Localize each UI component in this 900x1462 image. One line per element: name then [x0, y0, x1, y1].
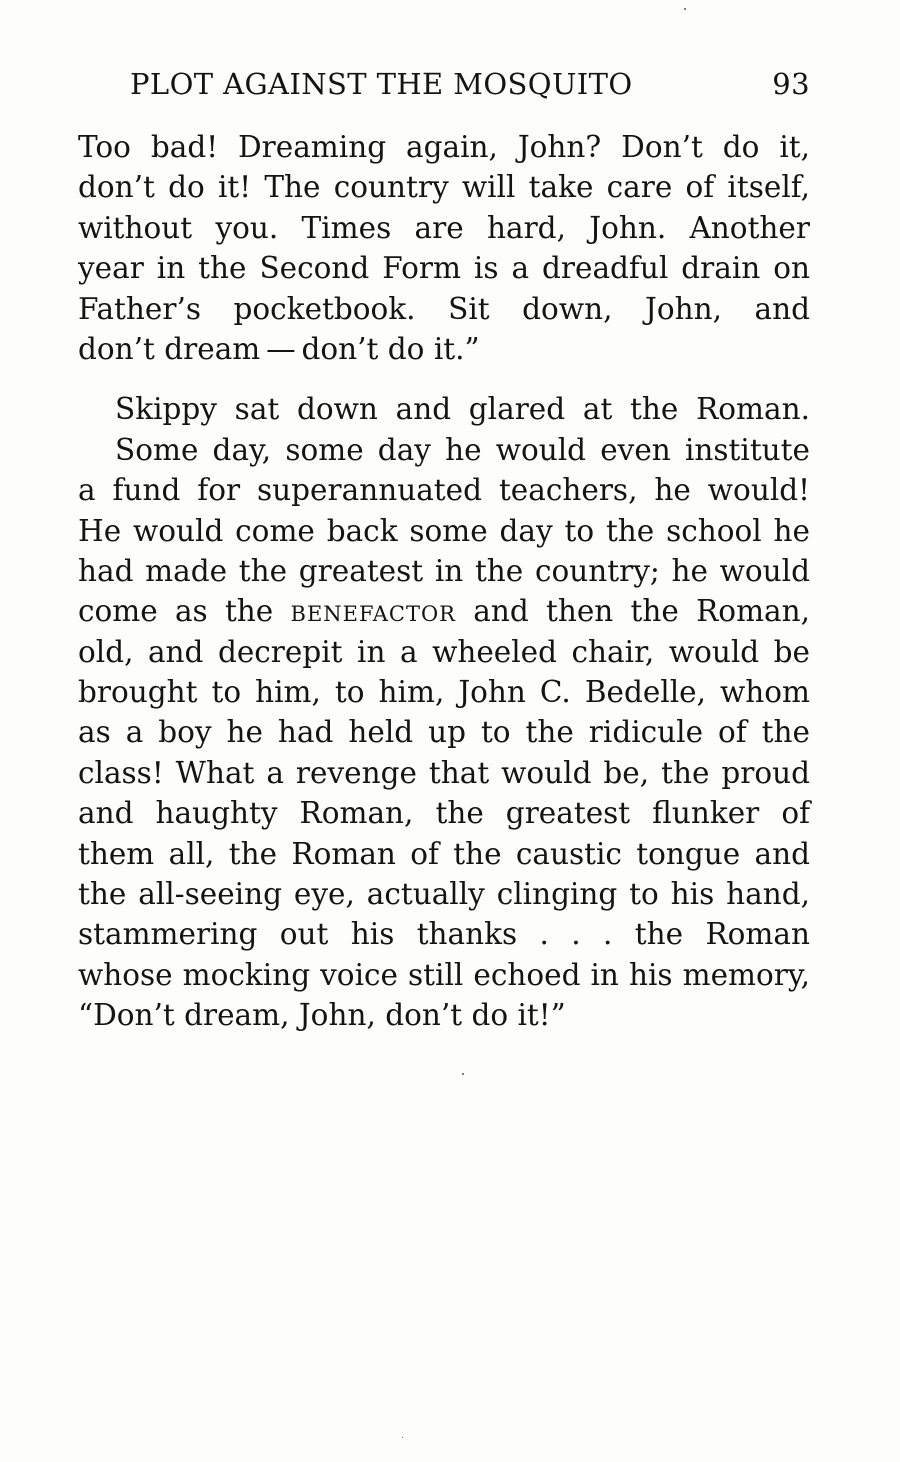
- paragraph-dialogue: [78, 127, 810, 369]
- text-line: stammering out his thanks . . . the Roman: [78, 917, 810, 952]
- text-line: Father’s pocketbook. Sit down, John, and: [78, 291, 810, 326]
- text-line: had made the greatest in the country; he would: [78, 553, 810, 588]
- text-line: “Don’t dream, John, don’t do it!”: [78, 998, 566, 1033]
- text-run: and then the Roman,: [456, 594, 811, 629]
- text-line: them all, the Roman of the caustic tongue and: [78, 836, 810, 871]
- small-caps-word: BENEFACTOR: [290, 602, 456, 627]
- text-line: class! What a revenge that would be, the proud: [78, 755, 810, 790]
- text-line: Skippy sat down and glared at the Roman.: [115, 392, 810, 427]
- body-text: [78, 127, 810, 1036]
- running-head: PLOT AGAINST THE MOSQUITO: [130, 67, 633, 101]
- paragraph-gap: [78, 369, 810, 389]
- page-header: [78, 64, 810, 104]
- text-line: a fund for superannuated teachers, he would!: [78, 473, 810, 508]
- text-line: the all-seeing eye, actually clinging to his hand,: [78, 877, 810, 912]
- text-line: as a boy he had held up to the ridicule of the: [78, 715, 810, 750]
- text-line: don’t do it! The country will take care of itself,: [78, 170, 810, 205]
- paragraph-narrative: [78, 389, 810, 1035]
- text-line: He would come back some day to the school he: [78, 513, 810, 548]
- paper-speck: [402, 1437, 403, 1438]
- page-number: 93: [772, 67, 810, 101]
- text-run: come as the: [78, 594, 291, 629]
- text-line: old, and decrepit in a wheeled chair, would be: [78, 634, 810, 669]
- text-line: don’t dream — don’t do it.”: [78, 331, 480, 366]
- paper-speck: [462, 1073, 464, 1075]
- text-line: Some day, some day he would even institute: [115, 432, 810, 467]
- text-line: and haughty Roman, the greatest flunker of: [78, 796, 810, 831]
- paper-speck: [684, 8, 686, 10]
- text-line: without you. Times are hard, John. Another: [78, 210, 810, 245]
- text-line: whose mocking voice still echoed in his memory,: [78, 957, 810, 992]
- text-line: brought to him, to him, John C. Bedelle, whom: [78, 675, 810, 710]
- text-line: year in the Second Form is a dreadful drain on: [78, 251, 810, 286]
- text-line-benefactor: [78, 591, 810, 631]
- text-line: Too bad! Dreaming again, John? Don’t do it,: [78, 130, 810, 164]
